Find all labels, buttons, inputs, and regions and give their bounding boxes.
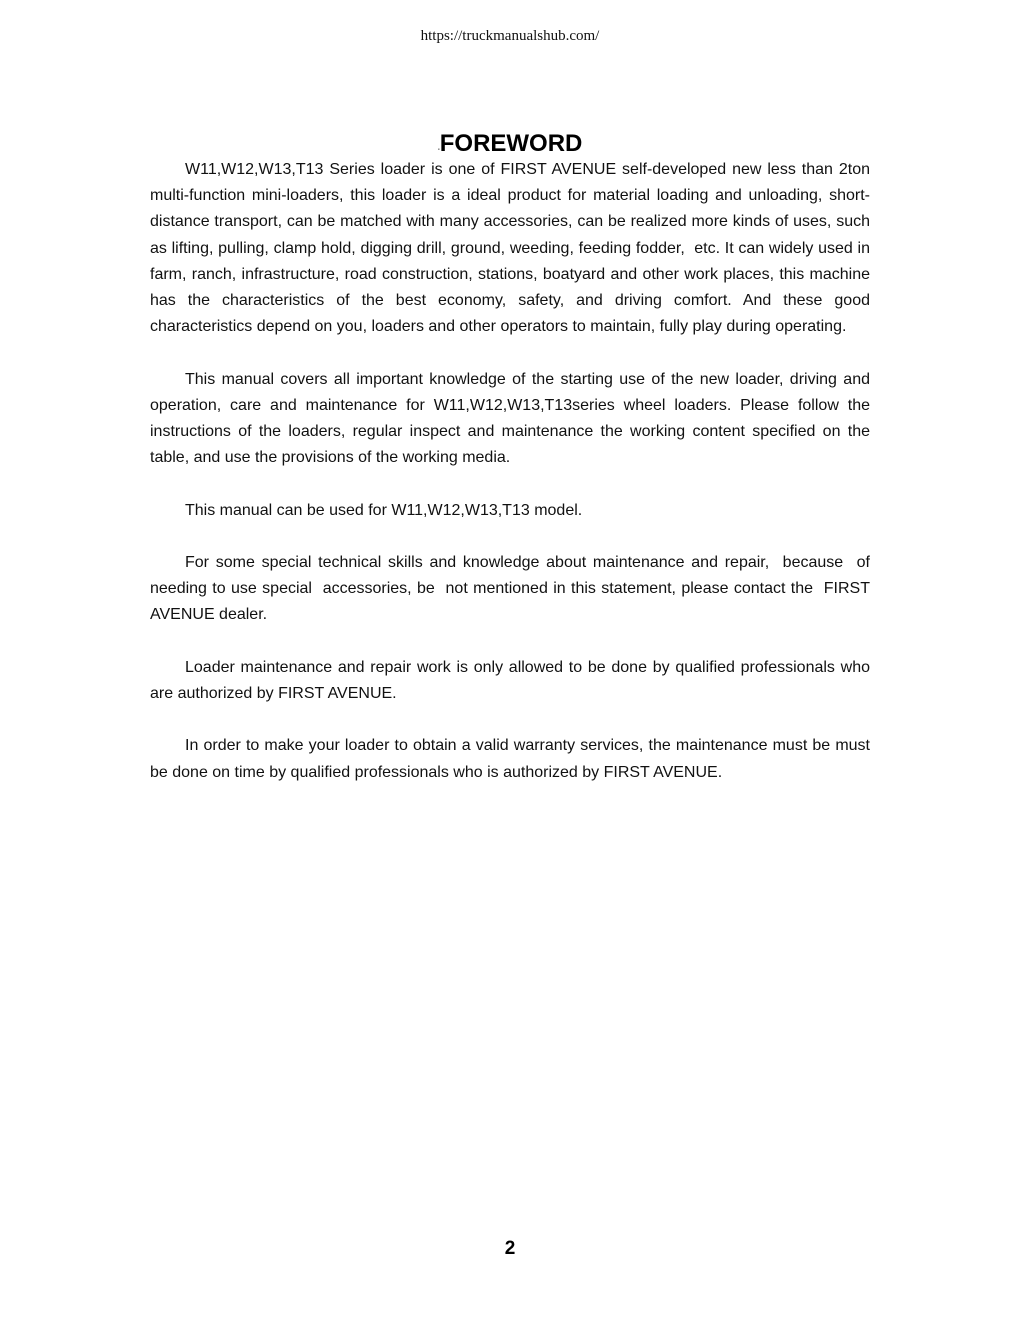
paragraph-intro: W11,W12,W13,T13 Series loader is one of FIRST AVENUE self-developed new less than 2ton multi-function mini-loaders, this loader is a ideal product for material loading and unloading, short-distance transport, can be matched with many accessories, can be realized more kinds of uses, such as lifting, pulling, clamp hold, digging drill, ground, weeding, feeding fodder, etc. It can widely used in farm, ranch, infrastructure, road construction, stations, boatyard and other work places, this machine has the characteristics of the best economy, safety, and driving comfort. And these good characteristics depend on you, loaders and other operators to maintain, fully play during operating. — [150, 161, 870, 336]
paragraph-manual-coverage: This manual covers all important knowledge of the starting use of the new loader, driving and operation, care and maintenance for W11,W12,W13,T13series wheel loaders. Please follow the instructions of the loaders, regular inspect and maintenance the working content specified on the table, and use the provisions of the working media. — [150, 370, 870, 467]
header-url: https://truckmanualshub.com/ — [420, 28, 600, 44]
paragraph-qualified-repair: Loader maintenance and repair work is only allowed to be done by qualified professionals who are authorized by FIRST AVENUE. — [150, 658, 870, 702]
page-title: FOREWORD — [439, 130, 583, 157]
title-bullet-mark: ▪ — [437, 147, 440, 153]
foreword-body — [150, 157, 870, 812]
paragraph-warranty: In order to make your loader to obtain a valid warranty services, the maintenance must be must be done on time by qualified professionals who is authorized by FIRST AVENUE. — [150, 737, 870, 781]
paragraph-special-skills: For some special technical skills and knowledge about maintenance and repair, because of needing to use special accessories, be not mentioned in this statement, please contact the FIRST AVENUE dealer. — [150, 554, 870, 624]
paragraph-models: This manual can be used for W11,W12,W13,T13 model. — [185, 501, 583, 519]
page-number: 2 — [504, 1238, 516, 1259]
